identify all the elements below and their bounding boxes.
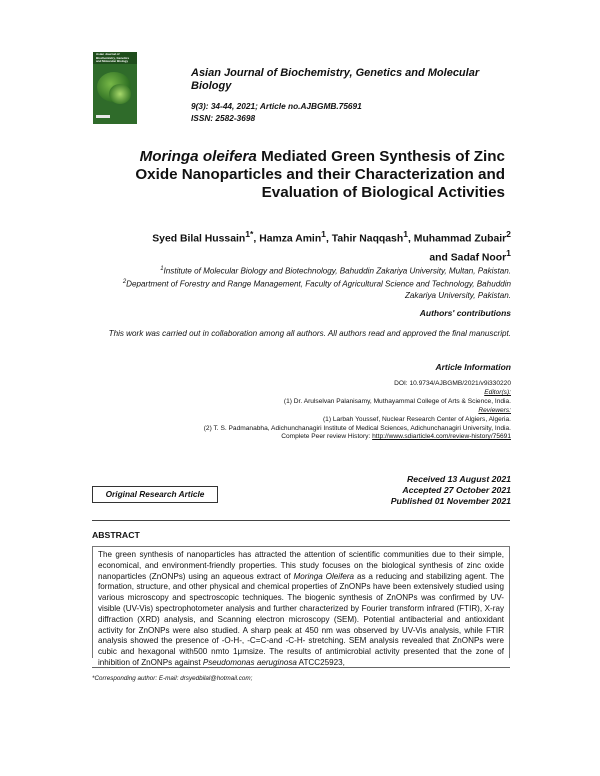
footnote-divider (92, 667, 510, 668)
reviewers-label: Reviewers: (478, 406, 511, 414)
published-date: Published 01 November 2021 (390, 495, 511, 506)
accepted-date: Accepted 27 October 2021 (402, 484, 511, 495)
abstract-text: as a reducing and stabilizing agent. The formation, structure, and other physical and chemical properties of ZnONPs have been extensively studied using various microscopy and spectroscopic techniques. The biogenic synthesis of ZnONPs was confirmed by UV-visible (UV-Vis) spectrophotometer analysis and further characterized by Fourier transform infrared (FTIR), X-ray diffraction (XRD) analysis, and Scanning electron microscopy (SEM). Potential antibacterial and antioxidant activity for ZnONPs were also studied. A sharp peak at 450 nm was observed by UV-Vis analysis, while FTIR analysis showed the presence of -O-H-, -C=C-and -C-H- stretching. SEM analysis revealed that ZnONPs were cubic and hexagonal with500 nmto 1μmsize. The results of antimicrobial activity presented that the zone of inhibition of ZnONPs against (98, 571, 504, 667)
review-history-label: Complete Peer review History: (281, 433, 373, 441)
abstract-species: Pseudomonas aeruginosa (202, 657, 297, 667)
reviewer-1: (1) Larbah Youssef, Nuclear Research Center of Algiers, Algeria. (322, 415, 511, 423)
abstract-text: The green synthesis of nanoparticles has attracted the attention of scientific communities due to their simple, economical, and environment-friendly properties. This study focuses on the biological synthesis of zinc oxide nanoparticles (ZnONPs) using an aqueous extract of (98, 550, 504, 581)
contributions-text: This work was carried out in collaboration among all authors. All authors read and approved the final manuscript. (108, 329, 511, 338)
cover-leaf (109, 84, 131, 104)
article-type-badge: Original Research Article (92, 486, 218, 503)
affiliation-1: $^1$Institute of Molecular Biology and Biotechnology, Bahuddin Zakariya University, Multan, Pakistan. (160, 266, 511, 276)
journal-cover-image (93, 52, 137, 124)
cover-title: Asian Journal of Biochemistry, Genetics and Molecular Biology (96, 52, 130, 64)
review-history-link[interactable]: http://www.sdiarticle4.com/review-history/75691 (372, 433, 511, 441)
editors-label: Editor(s): (484, 388, 511, 396)
reviewer-2: (2) T. S. Padmanabha, Adichunchanagiri Institute of Medical Sciences, Adichunchanagiri University, India. (203, 424, 511, 432)
received-date: Received 13 August 2021 (407, 474, 511, 484)
editor-1: (1) Dr. Arulselvan Palanisamy, Muthayammal College of Arts & Science, India. (283, 397, 511, 405)
affiliations (95, 264, 511, 302)
corresponding-author: *Corresponding author: E-mail: drsyedbilal@hotmail.com; (92, 675, 253, 682)
contributions-heading: Authors' contributions (419, 308, 511, 318)
doi: DOI: 10.9734/AJBGMB/2021/v9i330220 (394, 380, 511, 387)
abstract-box (92, 546, 510, 667)
journal-name: Asian Journal of Biochemistry, Genetics and Molecular Biology (191, 67, 480, 92)
abstract-species: Moringa Oleifera (293, 571, 355, 581)
article-title (95, 148, 505, 202)
abstract-heading: ABSTRACT (92, 530, 140, 540)
review-history (95, 433, 511, 442)
volume-info: 9(3): 34-44, 2021; Article no.AJBGMB.75691 (191, 101, 362, 111)
title-rest: Mediated Green Synthesis of Zinc Oxide Nanoparticles and their Characterization and Evaluation of Biological Activities (135, 148, 505, 201)
authors-line-2: and Sadaf Noor$^1$ (429, 248, 511, 264)
article-info (95, 380, 511, 442)
title-species: Moringa oleifera (139, 148, 257, 165)
article-info-heading: Article Information (435, 362, 511, 372)
issn: ISSN: 2582-3698 (191, 113, 256, 123)
divider (92, 520, 510, 521)
authors (95, 227, 511, 266)
cover-label (96, 115, 110, 118)
abstract-text: ATCC25923, (296, 657, 345, 667)
affiliation-2: $^2$Department of Forestry and Range Management, Faculty of Agricultural Science and Technology, Bahuddin Zakariya University, Pakistan. (122, 279, 511, 301)
authors-line-1: Syed Bilal Hussain$^{1*}$, Hamza Amin$^1$, Tahir Naqqash$^1$, Muhammad Zubair$^2$ (152, 229, 511, 245)
